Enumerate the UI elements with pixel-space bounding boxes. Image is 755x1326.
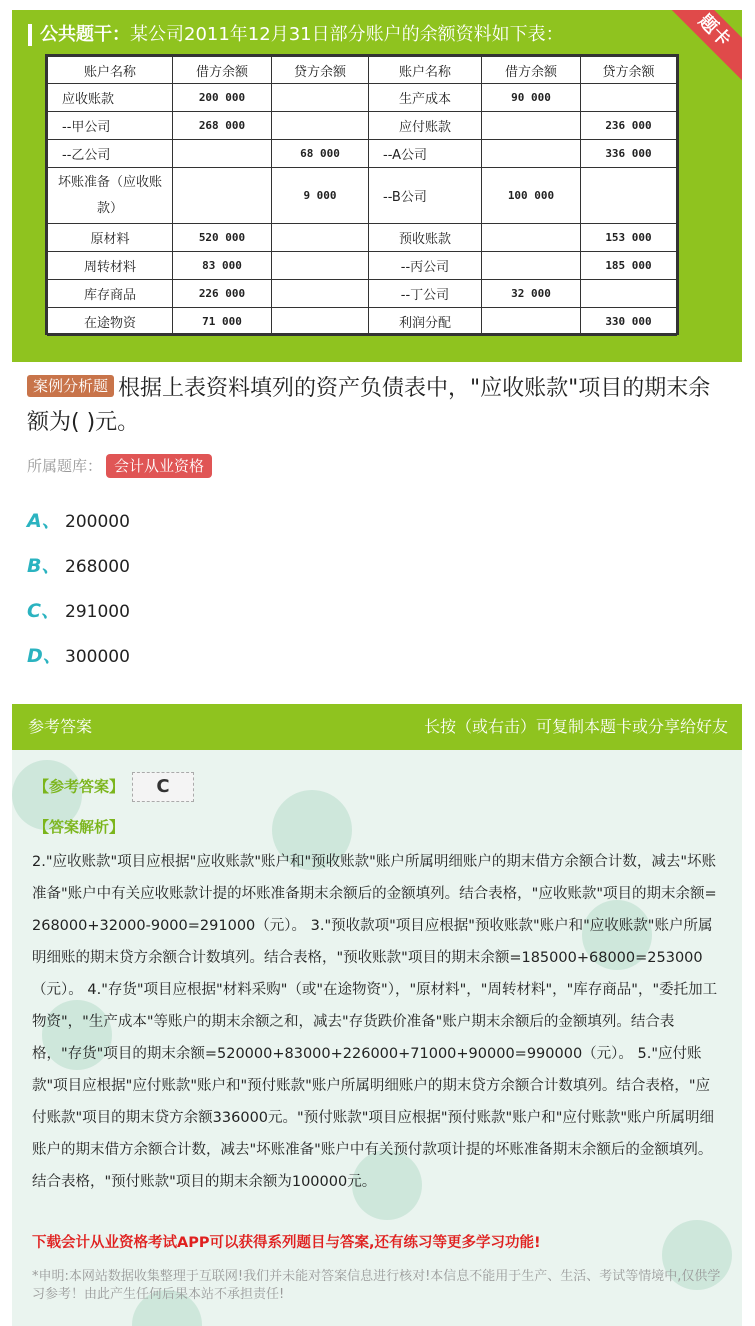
table-row [48, 224, 677, 252]
table-cell: 在途物资 [48, 308, 173, 336]
table-cell: 原材料 [48, 224, 173, 252]
answer-key-value: C [132, 772, 194, 802]
table-cell: 236 000 [581, 112, 677, 140]
table-cell: 268 000 [173, 112, 272, 140]
table-cell: 应收账款 [48, 84, 173, 112]
table-cell [581, 168, 677, 224]
table-cell [272, 252, 369, 280]
table-header-cell: 账户名称 [48, 57, 173, 84]
table-cell [173, 168, 272, 224]
table-cell: 336 000 [581, 140, 677, 168]
table-cell [272, 308, 369, 336]
table-header-cell: 借方余额 [173, 57, 272, 84]
option-text: 268000 [65, 557, 130, 577]
answer-header [12, 704, 742, 750]
table-header-cell: 贷方余额 [581, 57, 677, 84]
option-a[interactable] [27, 506, 130, 551]
table-cell: 32 000 [482, 280, 581, 308]
question [27, 372, 727, 440]
table-row [48, 308, 677, 336]
option-text: 300000 [65, 647, 130, 667]
table-cell [272, 112, 369, 140]
option-letter: C、 [27, 600, 60, 622]
table-cell: 坏账准备（应收账款） [48, 168, 173, 224]
table-cell [482, 252, 581, 280]
table-cell: 生产成本 [369, 84, 482, 112]
table-cell [581, 84, 677, 112]
table-cell: 83 000 [173, 252, 272, 280]
table-cell [272, 84, 369, 112]
table-cell: 100 000 [482, 168, 581, 224]
table-header-row [48, 57, 677, 84]
table-cell: 90 000 [482, 84, 581, 112]
answer-key-label: 【参考答案】 [34, 777, 125, 796]
question-bank-label: 所属题库： [27, 457, 103, 475]
table-cell: 周转材料 [48, 252, 173, 280]
table-cell [482, 112, 581, 140]
stem-label: 公共题干： [40, 24, 130, 45]
option-letter: D、 [27, 645, 62, 667]
table-cell: --丁公司 [369, 280, 482, 308]
answer-key [34, 772, 194, 802]
answer-header-title: 参考答案 [28, 717, 93, 736]
table-cell [482, 224, 581, 252]
option-letter: B、 [27, 555, 61, 577]
table-header-cell: 借方余额 [482, 57, 581, 84]
question-stem-panel [12, 10, 742, 362]
table-row [48, 112, 677, 140]
table-cell: 520 000 [173, 224, 272, 252]
table-row [48, 168, 677, 224]
table-row [48, 140, 677, 168]
table-cell: 153 000 [581, 224, 677, 252]
table-cell [581, 280, 677, 308]
table-cell: 68 000 [272, 140, 369, 168]
option-b[interactable] [27, 551, 130, 596]
table-cell: 185 000 [581, 252, 677, 280]
answer-body [12, 750, 742, 1326]
answer-options [27, 506, 130, 686]
question-text: 根据上表资料填列的资产负债表中，"应收账款"项目的期末余额为( )元。 [27, 376, 711, 435]
question-bank-row [27, 454, 212, 478]
table-cell: --A公司 [369, 140, 482, 168]
stem-line [28, 22, 564, 48]
table-row [48, 280, 677, 308]
question-bank-tag[interactable]: 会计从业资格 [106, 454, 212, 478]
table-cell: 库存商品 [48, 280, 173, 308]
question-card-ribbon: 题卡 [661, 10, 742, 84]
table-cell: --丙公司 [369, 252, 482, 280]
table-row [48, 84, 677, 112]
table-cell: 应付账款 [369, 112, 482, 140]
table-row [48, 252, 677, 280]
table-header-cell: 账户名称 [369, 57, 482, 84]
table-cell: 71 000 [173, 308, 272, 336]
table-cell [173, 140, 272, 168]
table-cell: --甲公司 [48, 112, 173, 140]
option-text: 291000 [65, 602, 130, 622]
option-letter: A、 [27, 510, 61, 532]
table-cell: --B公司 [369, 168, 482, 224]
table-cell [272, 280, 369, 308]
table-cell: --乙公司 [48, 140, 173, 168]
table-cell: 200 000 [173, 84, 272, 112]
download-app-link[interactable]: 下载会计从业资格考试APP可以获得系列题目与答案,还有练习等更多学习功能! [32, 1235, 541, 1251]
answer-explanation: 2."应收账款"项目应根据"应收账款"账户和"预收账款"账户所属明细账户的期末借方余额合计数，减去"坏账准备"账户中有关应收账款计提的坏账准备期末余额后的金额填列。结合表格，"应收账款"项目的期末余额=268000+32000-9000=291000（元）。 3."预收款项"项目应根据"预收账款"账户和"应收账款"账户所属明细账的期末贷方余额合计数填列。结合表格，"预收账款"项目的期末余额=185000+68000=253000（元）。 4."存货"项目应根据"材料采购"（或"在途物资"），"原材料"，"周转材料"，"库存商品"，"委托加工物资"，"生产成本"等账户的期末余额之和，减去"存货跌价准备"账户期末余额后的金额填列。结合表格，"存货"项目的期末余额=520000+83000+226000+71000+90000=990000（元）。 5."应付账款"项目应根据"应付账款"账户和"预付账款"账户所属明细账户的期末贷方余额合计数填列。结合表格，"应付账款"项目的期末贷方余额336000元。"预付账款"项目应根据"预付账款"账户和"应付账款"账户所属明细账户的期末借方余额合计数，减去"坏账准备"账户中有关预付款项计提的坏账准备期末余额后的金额填列。结合表格，"预付账款"项目的期末余额为100000元。 [32, 854, 718, 1190]
table-cell: 330 000 [581, 308, 677, 336]
balance-table [47, 56, 677, 336]
answer-explain-label: 【答案解析】 [34, 818, 125, 836]
disclaimer: *申明:本网站数据收集整理于互联网!我们并未能对答案信息进行核对!本信息不能用于生产、生活、考试等情境中,仅供学习参考！由此产生任何后果本站不承担责任! [32, 1269, 721, 1302]
question-type-tag: 案例分析题 [27, 375, 114, 397]
stem-text: 某公司2011年12月31日部分账户的余额资料如下表： [130, 24, 564, 45]
balance-table-container [45, 54, 679, 335]
stem-bar-decoration [28, 24, 32, 46]
table-cell: 226 000 [173, 280, 272, 308]
option-d[interactable] [27, 641, 130, 686]
table-cell: 9 000 [272, 168, 369, 224]
option-text: 200000 [65, 512, 130, 532]
table-cell [482, 140, 581, 168]
table-cell: 利润分配 [369, 308, 482, 336]
option-c[interactable] [27, 596, 130, 641]
table-header-cell: 贷方余额 [272, 57, 369, 84]
share-hint[interactable]: 长按（或右击）可复制本题卡或分享给好友 [423, 717, 728, 736]
table-cell: 预收账款 [369, 224, 482, 252]
table-cell [272, 224, 369, 252]
table-cell [482, 308, 581, 336]
